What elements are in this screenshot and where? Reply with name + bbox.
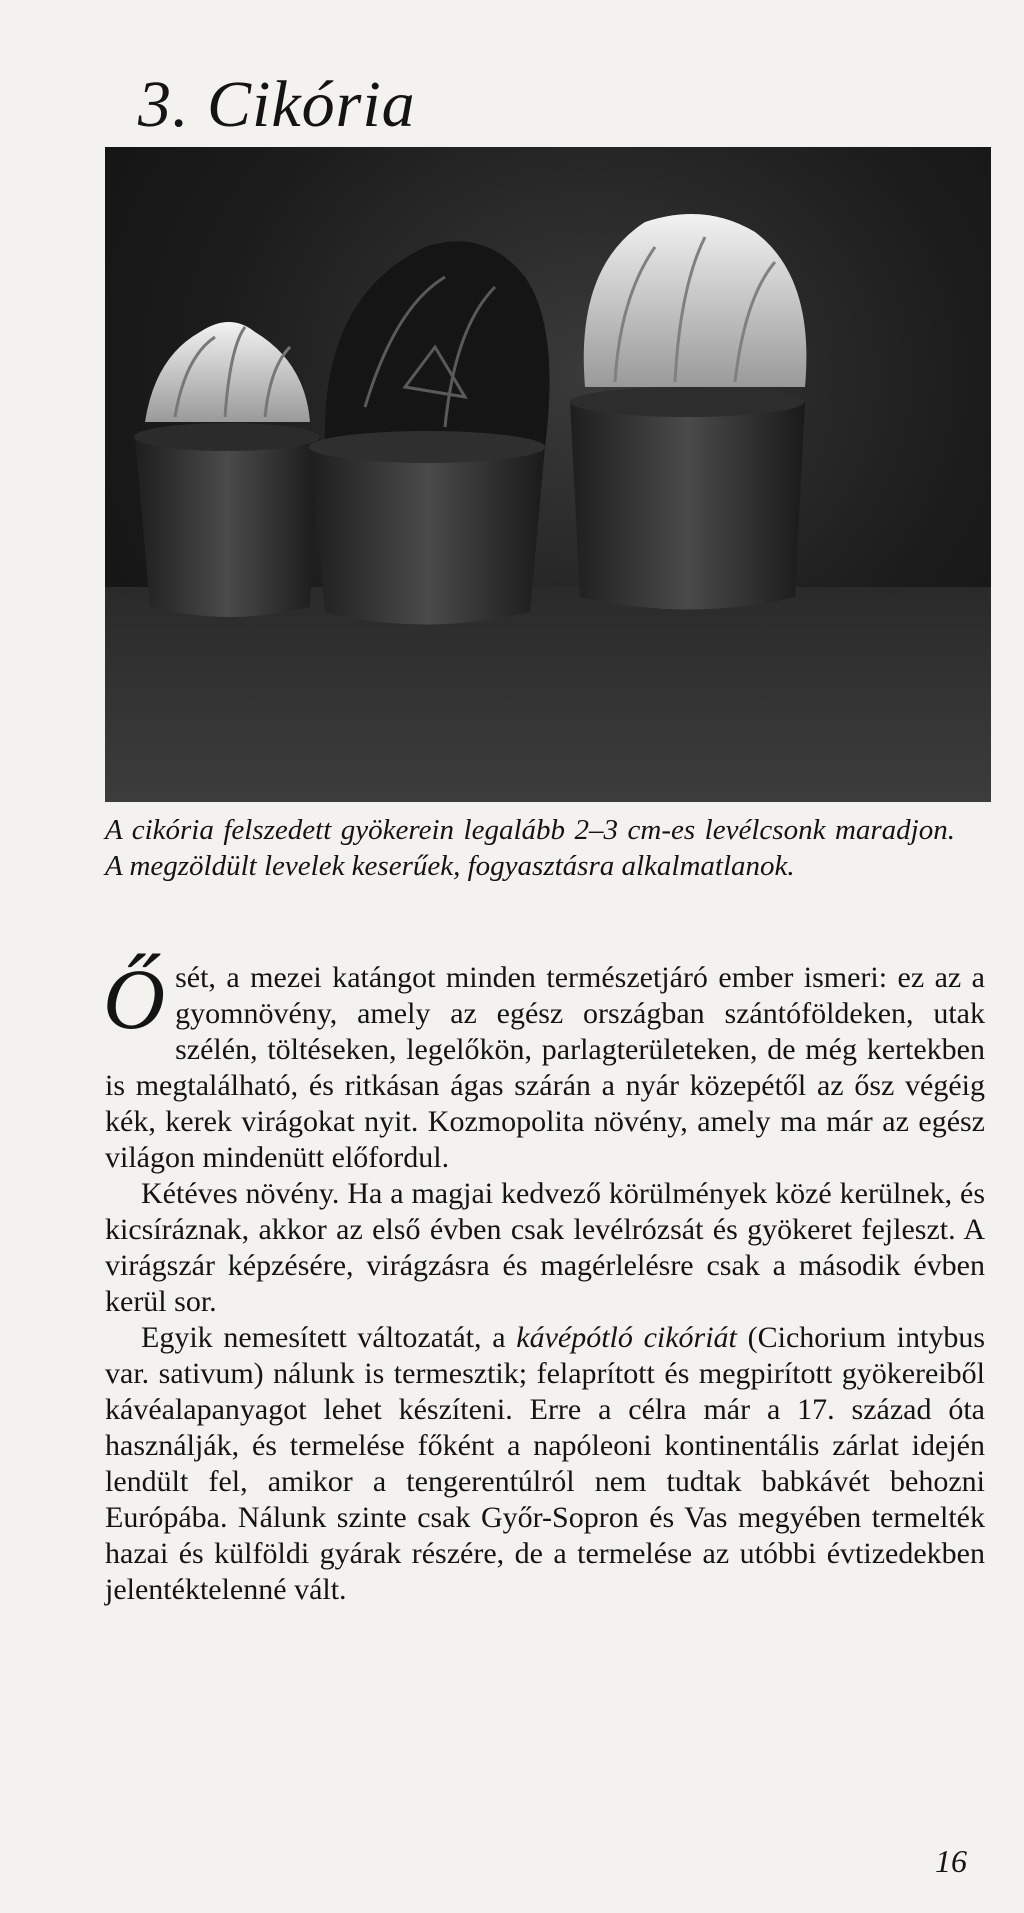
photo-caption: A cikória felszedett gyökerein legalább 2–3 cm-es levélcsonk maradjon. A megzöldült levelek keserűek, fogyasztásra alkalmatlanok. (105, 814, 955, 882)
left-pot (134, 322, 320, 617)
right-pot (570, 214, 806, 610)
paragraph-1 (103, 951, 985, 1176)
paragraph-3 (105, 1320, 985, 1608)
paragraph-2: Kétéves növény. Ha a magjai kedvező körülmények közé kerülnek, és kicsíráznak, akkor az első évben csak levélrózsát és gyökeret fejleszt. A virágszár képzésére, virágzásra és magérlelésre csak a második évben kerül sor. (105, 1177, 985, 1318)
body-text (103, 951, 985, 1608)
photo-floor (105, 587, 991, 802)
chapter-title: 3. Cikória (138, 68, 416, 142)
paragraph-1-text: sét, a mezei katángot minden természetjáró ember ismeri: ez az a gyomnövény, amely az egész országban szántóföldeken, utak szélén, töltéseken, legelőkön, parlagterületeken, de még kertekben is megtalálható, és ritkásan ágas szárán a nyár közepétől az ősz végéig kék, kerek virágokat nyit. Kozmopolita növény, amely ma már az egész világon mindenütt előfordul. (105, 961, 985, 1174)
drop-cap: Ő (103, 951, 166, 1047)
chicory-head-left (145, 322, 310, 422)
middle-pot (309, 241, 550, 624)
paragraph-3-text-b: (Cichorium intybus var. sativum) nálunk is termesztik; felaprított és megpirított gyökereiből kávéalapanyagot lehet készíteni. Erre a célra már a 17. század óta használják, és termelése főként a napóleoni kontinentális zárlat idején lendült fel, amikor a tengerentúlról nem tudtak babkávét behozni Európába. Nálunk szinte csak Győr-Sopron és Vas megyében termelték hazai és külföldi gyárak részére, de a termelése az utóbbi évtizedekben jelentéktelenné vált. (105, 1321, 985, 1606)
paragraph-3-italic: kávépótló cikóriát (516, 1321, 737, 1354)
paragraph-3-text-a: Egyik nemesített változatát, a (141, 1321, 517, 1354)
chicory-photo (105, 147, 991, 802)
page-number: 16 (935, 1843, 967, 1879)
photo-illustration (105, 147, 991, 802)
